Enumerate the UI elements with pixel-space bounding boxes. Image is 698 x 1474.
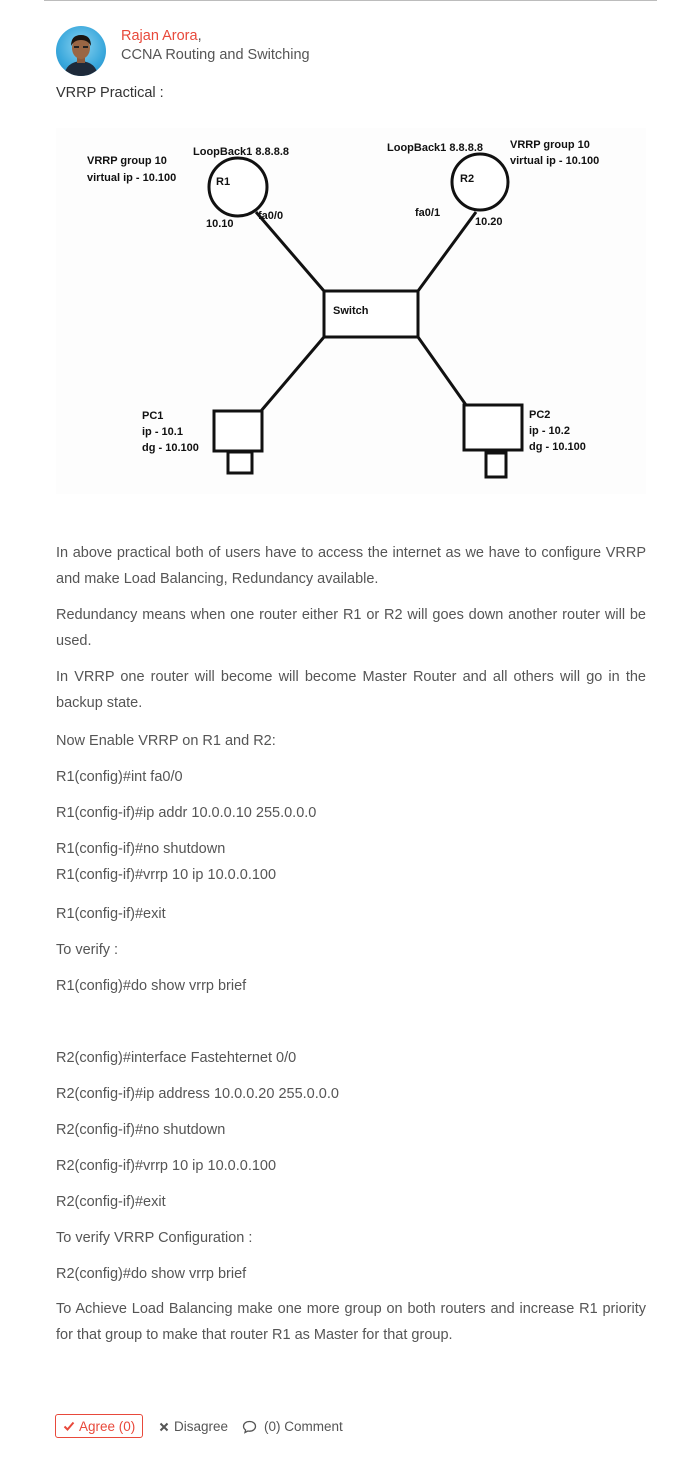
right-virtual-ip-label: virtual ip - 10.100 xyxy=(510,155,600,167)
pc2-ip-label: ip - 10.2 xyxy=(529,425,570,437)
pc2-label: PC2 xyxy=(529,409,551,421)
avatar-portrait xyxy=(56,26,106,76)
verify-config-heading: To verify VRRP Configuration : xyxy=(56,1230,253,1246)
paragraph-load-balancing: To Achieve Load Balancing make one more group on both routers and increase R1 priority for that group to make that router R1 as Master for that group. xyxy=(56,1301,646,1343)
pc1-dg-label: dg - 10.100 xyxy=(142,442,199,454)
top-divider xyxy=(44,0,657,1)
comment-label: (0) Comment xyxy=(264,1419,343,1434)
r2-port-label: fa0/1 xyxy=(415,207,441,219)
pc2-dg-label: dg - 10.100 xyxy=(529,441,586,453)
r1-cmd-exit: R1(config-if)#exit xyxy=(56,906,166,922)
r2-loopback-label: LoopBack1 8.8.8.8 xyxy=(387,142,483,154)
r2-cmd-no-shutdown: R2(config-if)#no shutdown xyxy=(56,1122,226,1138)
r1-cmd-int: R1(config)#int fa0/0 xyxy=(56,769,183,785)
author-name-line xyxy=(121,27,202,45)
r2-cmd-exit: R2(config-if)#exit xyxy=(56,1194,166,1210)
r2-cmd-show-vrrp: R2(config)#do show vrrp brief xyxy=(56,1266,247,1282)
pc2-monitor xyxy=(464,405,522,450)
disagree-button[interactable] xyxy=(159,1419,228,1434)
verify-heading: To verify : xyxy=(56,942,119,958)
left-vrrp-group-label: VRRP group 10 xyxy=(87,155,167,167)
r2-cmd-vrrp: R2(config-if)#vrrp 10 ip 10.0.0.100 xyxy=(56,1158,277,1174)
close-icon xyxy=(159,1422,169,1432)
pc1-ip-label: ip - 10.1 xyxy=(142,426,183,438)
speech-bubble-icon xyxy=(242,1420,257,1434)
r1-cmd-ip-addr: R1(config-if)#ip addr 10.0.0.10 255.0.0.0 xyxy=(56,805,317,821)
agree-button[interactable] xyxy=(55,1414,143,1438)
r1-label: R1 xyxy=(216,176,231,188)
paragraph-redundancy: Redundancy means when one router either R1 or R2 will goes down another router will be used. xyxy=(56,607,646,649)
r2-cmd-interface: R2(config)#interface Fastehternet 0/0 xyxy=(56,1050,297,1066)
pc1-label: PC1 xyxy=(142,410,164,422)
paragraph-master: In VRRP one router will become will become Master Router and all others will go in the backup state. xyxy=(56,669,646,711)
step-enable-vrrp: Now Enable VRRP on R1 and R2: xyxy=(56,733,276,749)
switch-label: Switch xyxy=(333,305,369,317)
pc2-base xyxy=(486,453,506,477)
author-name-link[interactable]: Rajan Arora xyxy=(121,28,198,44)
right-vrrp-group-label: VRRP group 10 xyxy=(510,139,590,151)
r2-cmd-ip-address: R2(config-if)#ip address 10.0.0.20 255.0.0.0 xyxy=(56,1086,339,1102)
left-virtual-ip-label: virtual ip - 10.100 xyxy=(87,172,177,184)
post-title: VRRP Practical : xyxy=(56,85,164,101)
vrrp-topology-diagram xyxy=(56,128,646,494)
comment-button[interactable] xyxy=(242,1419,343,1434)
author-avatar[interactable] xyxy=(56,26,106,76)
r1-loopback-label: LoopBack1 8.8.8.8 xyxy=(193,146,289,158)
check-icon xyxy=(63,1420,75,1432)
author-name-comma: , xyxy=(197,28,202,44)
paragraph-intro: In above practical both of users have to access the internet as we have to configure VRRP and make Load Balancing, Redundancy available. xyxy=(56,545,646,587)
r1-cmd-show-vrrp: R1(config)#do show vrrp brief xyxy=(56,978,247,994)
r1-cmd-no-shutdown: R1(config-if)#no shutdown xyxy=(56,841,226,857)
r1-port-label: fa0/0 xyxy=(258,210,284,222)
author-role: CCNA Routing and Switching xyxy=(121,47,310,63)
r2-label: R2 xyxy=(460,173,475,185)
disagree-label: Disagree xyxy=(174,1419,229,1434)
r1-ip-label: 10.10 xyxy=(206,218,234,230)
agree-label: Agree (0) xyxy=(79,1418,136,1434)
pc1-monitor xyxy=(214,411,262,451)
pc1-base xyxy=(228,452,252,473)
r2-ip-label: 10.20 xyxy=(475,216,503,228)
r1-cmd-vrrp: R1(config-if)#vrrp 10 ip 10.0.0.100 xyxy=(56,867,277,883)
